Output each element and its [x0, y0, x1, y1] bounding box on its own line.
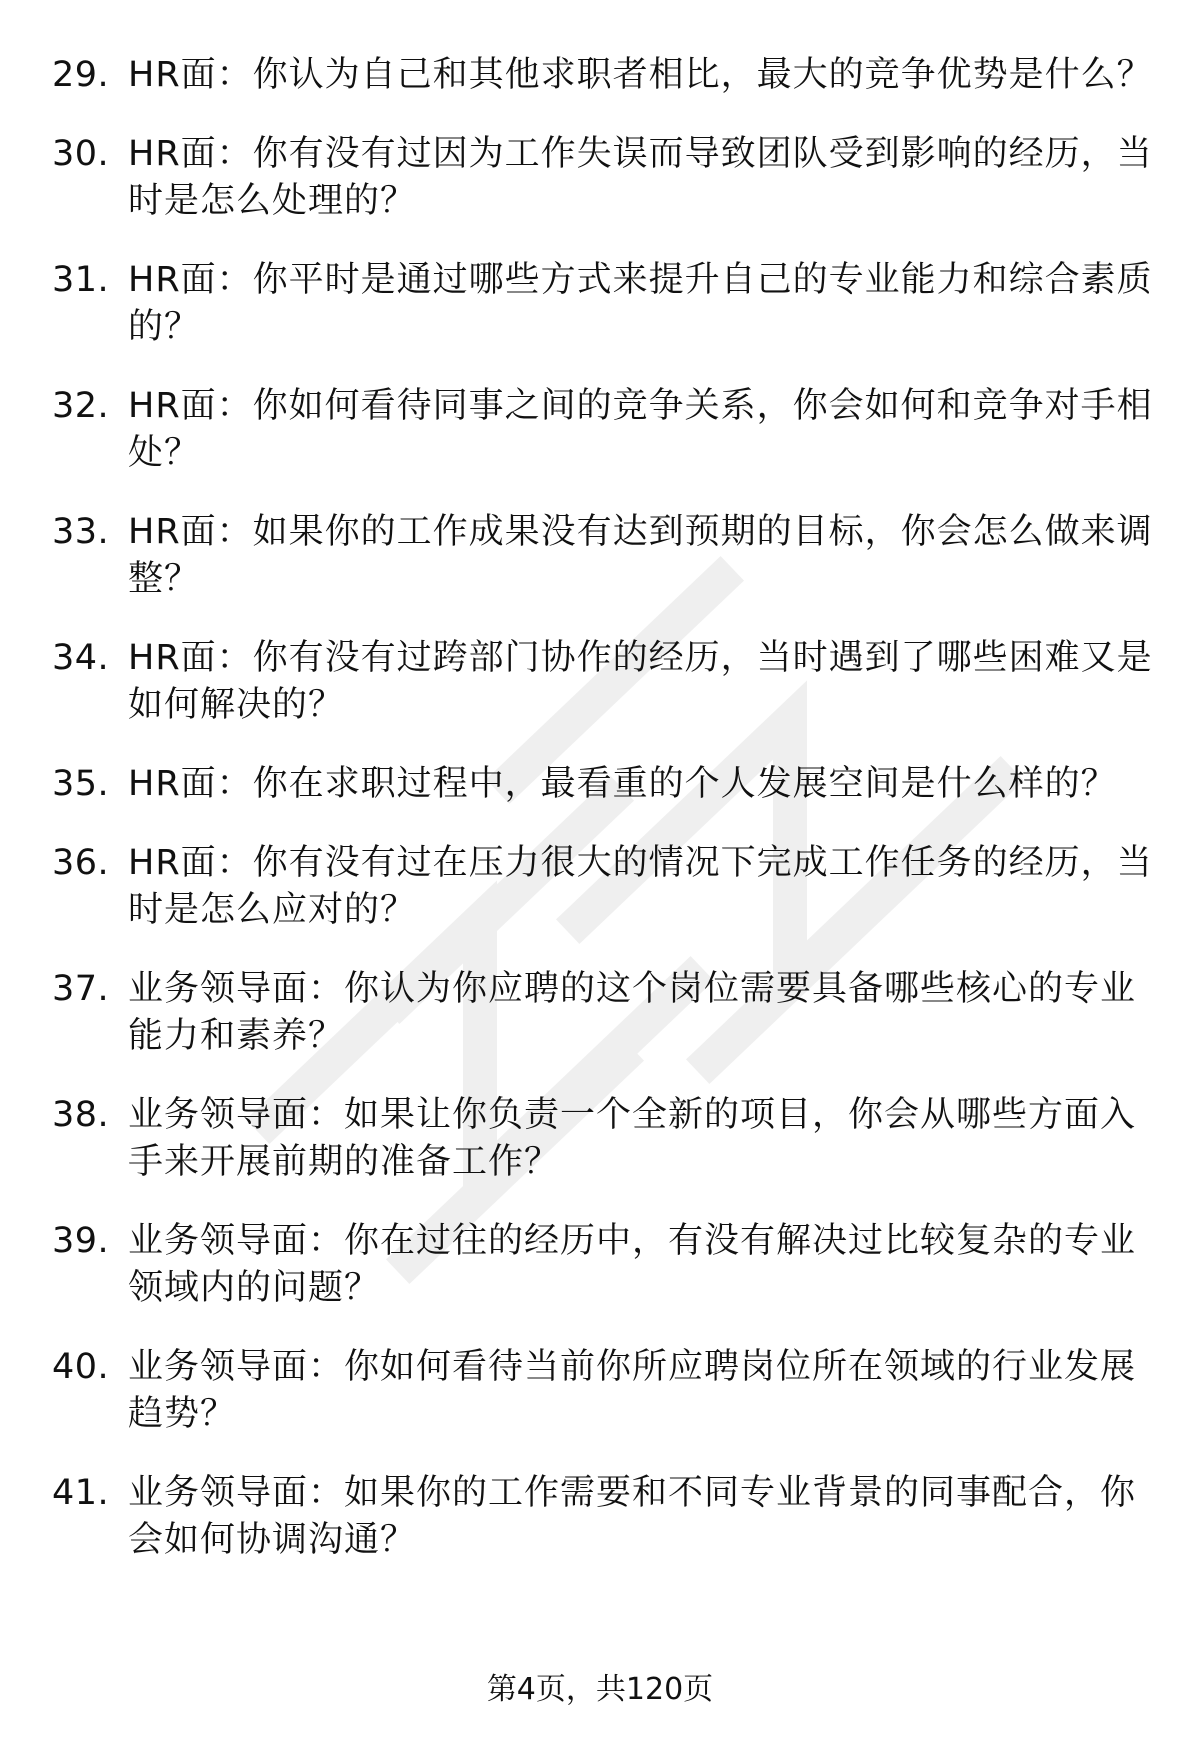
- list-item: [52, 257, 1162, 351]
- question-list: [52, 52, 1162, 1596]
- question-text: HR面：你如何看待同事之间的竞争关系，你会如何和竞争对手相处？: [128, 386, 1153, 473]
- list-item: [52, 131, 1162, 225]
- question-number: 40.: [52, 1347, 110, 1387]
- question-text: HR面：你认为自己和其他求职者相比，最大的竞争优势是什么？: [128, 55, 1153, 95]
- question-number: 30.: [52, 134, 110, 174]
- question-number: 34.: [52, 638, 110, 678]
- question-text: HR面：你平时是通过哪些方式来提升自己的专业能力和综合素质的？: [128, 260, 1153, 347]
- question-text: HR面：如果你的工作成果没有达到预期的目标，你会怎么做来调整？: [128, 512, 1153, 599]
- question-text: HR面：你有没有过在压力很大的情况下完成工作任务的经历，当时是怎么应对的？: [128, 843, 1153, 930]
- question-number: 32.: [52, 386, 110, 426]
- list-item: [52, 1092, 1162, 1186]
- question-number: 41.: [52, 1473, 110, 1513]
- page-footer: 第4页，共120页: [486, 1672, 714, 1707]
- question-number: 31.: [52, 260, 110, 300]
- list-item: [52, 1344, 1162, 1438]
- list-item: [52, 1470, 1162, 1564]
- question-text: 业务领导面：你认为你应聘的这个岗位需要具备哪些核心的专业能力和素养？: [128, 969, 1137, 1056]
- question-number: 35.: [52, 764, 110, 804]
- question-number: 39.: [52, 1221, 110, 1261]
- question-number: 29.: [52, 55, 110, 95]
- question-text: HR面：你在求职过程中，最看重的个人发展空间是什么样的？: [128, 764, 1117, 804]
- list-item: [52, 509, 1162, 603]
- list-item: [52, 966, 1162, 1060]
- question-text: HR面：你有没有过因为工作失误而导致团队受到影响的经历，当时是怎么处理的？: [128, 134, 1153, 221]
- question-text: 业务领导面：如果你的工作需要和不同专业背景的同事配合，你会如何协调沟通？: [128, 1473, 1137, 1560]
- question-number: 37.: [52, 969, 110, 1009]
- question-text: 业务领导面：如果让你负责一个全新的项目，你会从哪些方面入手来开展前期的准备工作？: [128, 1095, 1137, 1182]
- question-text: 业务领导面：你如何看待当前你所应聘岗位所在领域的行业发展趋势？: [128, 1347, 1137, 1434]
- list-item: [52, 52, 1162, 99]
- list-item: [52, 761, 1162, 808]
- question-number: 36.: [52, 843, 110, 883]
- question-number: 33.: [52, 512, 110, 552]
- question-text: HR面：你有没有过跨部门协作的经历，当时遇到了哪些困难又是如何解决的？: [128, 638, 1153, 725]
- list-item: [52, 840, 1162, 934]
- question-number: 38.: [52, 1095, 110, 1135]
- list-item: [52, 383, 1162, 477]
- question-text: 业务领导面：你在过往的经历中，有没有解决过比较复杂的专业领域内的问题？: [128, 1221, 1137, 1308]
- list-item: [52, 1218, 1162, 1312]
- list-item: [52, 635, 1162, 729]
